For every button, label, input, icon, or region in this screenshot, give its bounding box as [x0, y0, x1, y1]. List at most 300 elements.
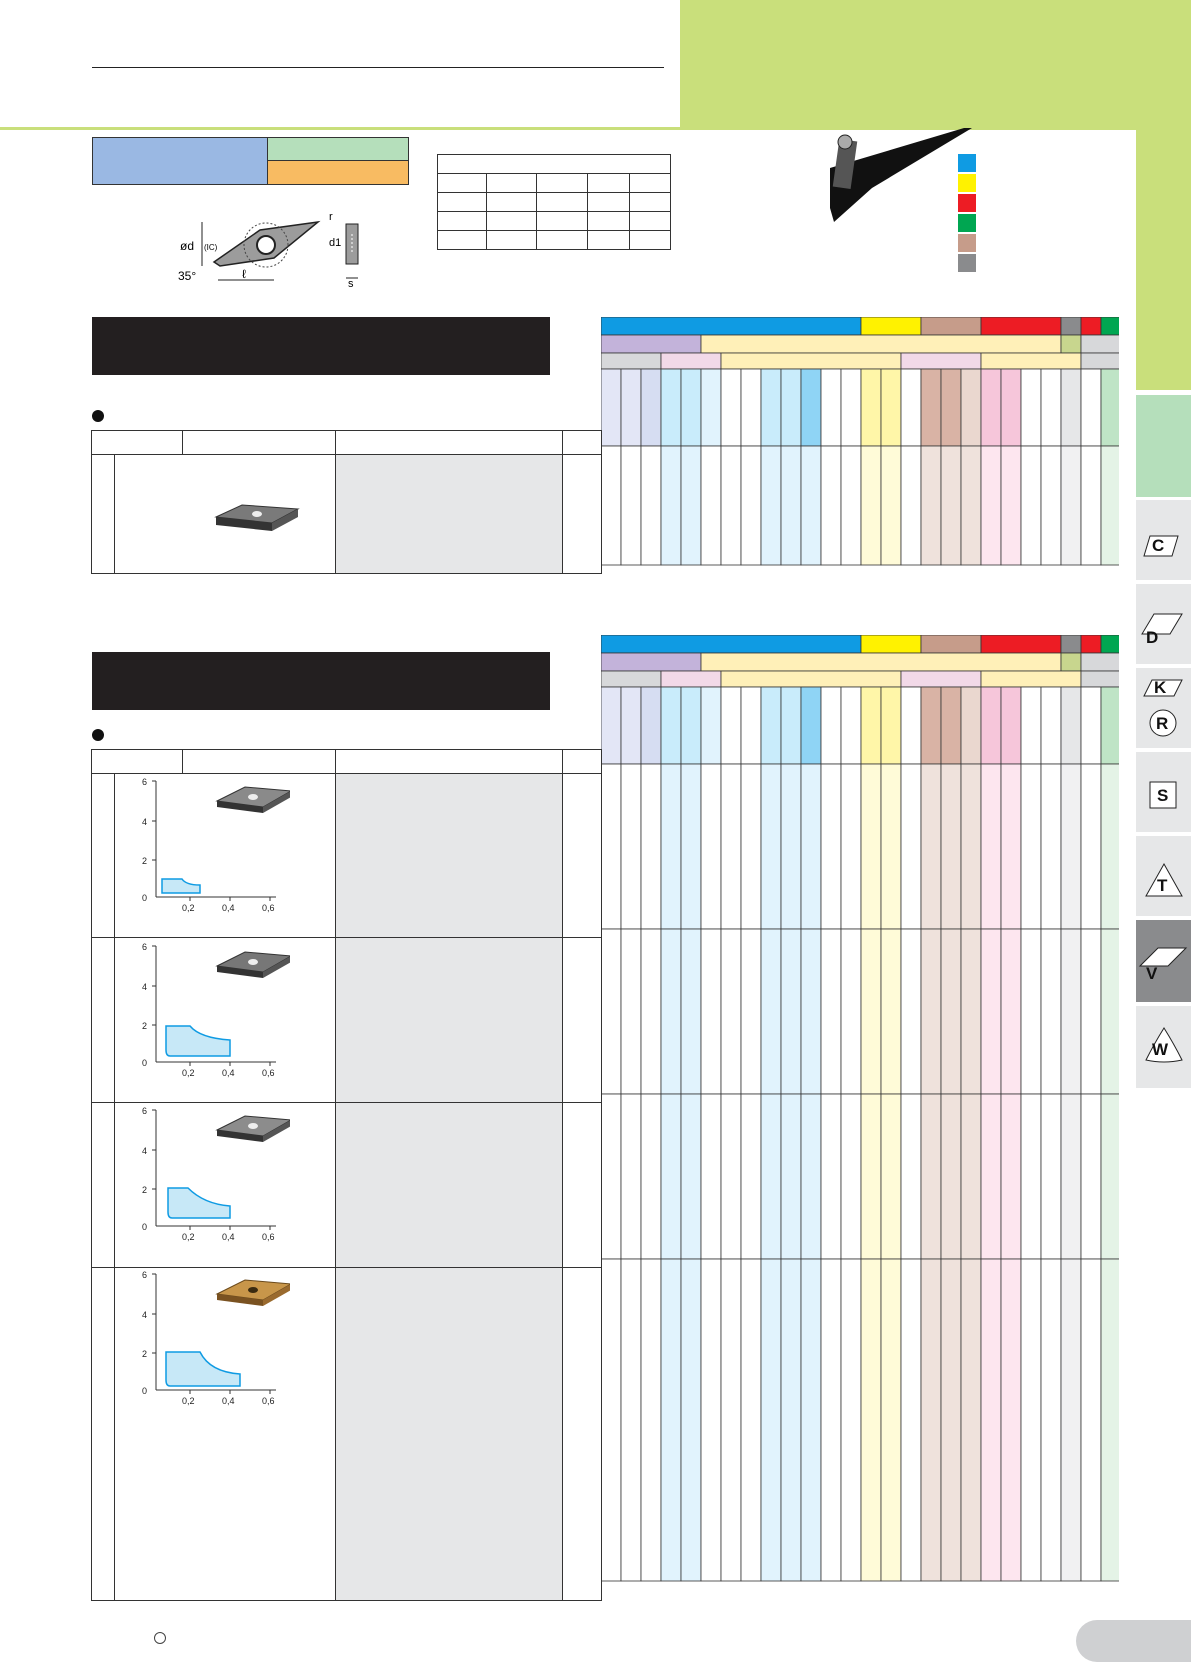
grade-cell [981, 671, 1081, 687]
grade-cell [821, 369, 841, 446]
grade-cell [881, 369, 901, 446]
grade-cell [941, 446, 961, 565]
grade-cell [801, 369, 821, 446]
grade-cell [861, 764, 881, 929]
section-1-bullet [92, 410, 104, 422]
grade-cell [921, 635, 981, 653]
grade-cell [741, 1094, 761, 1259]
grade-cell [721, 929, 741, 1094]
grade-cell [961, 764, 981, 929]
section-1-grade-grid [601, 317, 1119, 573]
grade-cell [941, 1094, 961, 1259]
dimension-table [437, 154, 671, 250]
grade-cell [1021, 687, 1041, 764]
grade-cell [661, 369, 681, 446]
grade-cell [1101, 1259, 1119, 1581]
grade-cell [781, 446, 801, 565]
x-tick: 0,6 [262, 1068, 275, 1078]
grade-cell [701, 687, 721, 764]
grade-cell [1081, 335, 1119, 353]
side-tab-current-group [1136, 395, 1191, 497]
insert-dimension-diagram [178, 210, 378, 290]
y-tick: 2 [142, 1021, 148, 1031]
grade-cell [721, 446, 741, 565]
grade-cell [861, 369, 881, 446]
grade-cell [1001, 369, 1021, 446]
grade-cell [861, 687, 881, 764]
grade-cell [921, 317, 981, 335]
grade-cell [641, 687, 661, 764]
grade-cell [721, 1259, 741, 1581]
grade-cell [841, 1259, 861, 1581]
grade-cell [1001, 764, 1021, 929]
dim-d1-label: d1 [329, 237, 342, 249]
grade-cell [821, 687, 841, 764]
grade-cell [901, 764, 921, 929]
grade-cell [1101, 446, 1119, 565]
grade-cell [661, 671, 721, 687]
grade-cell [841, 446, 861, 565]
grade-cell [701, 335, 1061, 353]
grade-cell [1041, 687, 1061, 764]
section-1-table [91, 430, 602, 574]
dim-s-label: s [348, 278, 354, 290]
grade-cell [1021, 446, 1041, 565]
grade-cell [761, 929, 781, 1094]
grade-cell [641, 764, 661, 929]
header-cell-orange [268, 161, 408, 184]
y-tick: 4 [142, 982, 148, 992]
grade-cell [1061, 1259, 1081, 1581]
y-tick: 4 [142, 817, 148, 827]
legend-swatch-grey [958, 254, 976, 272]
grade-cell [701, 929, 721, 1094]
grade-cell [1001, 1094, 1021, 1259]
grade-cell [941, 369, 961, 446]
y-tick: 6 [142, 1270, 148, 1280]
grade-cell [801, 1094, 821, 1259]
grade-cell [781, 764, 801, 929]
grade-cell [601, 671, 661, 687]
legend-swatch-green [958, 214, 976, 232]
title-rule [92, 67, 664, 68]
side-tab-c[interactable] [1136, 500, 1191, 580]
legend-swatch-red [958, 194, 976, 212]
grade-cell [721, 369, 741, 446]
grade-cell [601, 687, 621, 764]
grade-cell [621, 687, 641, 764]
x-tick: 0,2 [182, 1232, 195, 1242]
side-tab-w[interactable] [1136, 1006, 1191, 1088]
grade-cell [641, 1094, 661, 1259]
grade-cell [1081, 446, 1101, 565]
grade-cell [641, 446, 661, 565]
grade-cell [721, 1094, 741, 1259]
chipbreaker-chart-2 [130, 940, 290, 1080]
grade-cell [921, 446, 941, 565]
grade-cell [601, 1259, 621, 1581]
section-1-description-cell [336, 455, 562, 573]
grade-cell [721, 687, 741, 764]
x-tick: 0,6 [262, 903, 275, 913]
grade-cell [681, 1094, 701, 1259]
grade-cell [1001, 1259, 1021, 1581]
grade-cell [761, 369, 781, 446]
grade-cell [1061, 317, 1081, 335]
grade-cell [621, 1259, 641, 1581]
side-tab-t[interactable] [1136, 836, 1191, 916]
side-tab-label: D [1146, 628, 1159, 647]
side-accent-band [1136, 128, 1191, 390]
grade-cell [801, 446, 821, 565]
side-tab-label: T [1157, 876, 1168, 895]
y-tick: 4 [142, 1146, 148, 1156]
grade-cell [601, 635, 861, 653]
y-tick: 6 [142, 1106, 148, 1116]
grade-cell [801, 1259, 821, 1581]
x-tick: 0,2 [182, 903, 195, 913]
grade-cell [861, 635, 921, 653]
grade-cell [1061, 635, 1081, 653]
x-tick: 0,2 [182, 1396, 195, 1406]
grade-cell [981, 353, 1081, 369]
grade-cell [901, 1094, 921, 1259]
section-2-grade-grid [601, 635, 1119, 1601]
grade-cell [681, 764, 701, 929]
grade-cell [1021, 369, 1041, 446]
tool-holder-image [812, 128, 972, 228]
grade-cell [681, 446, 701, 565]
grade-cell [761, 764, 781, 929]
grade-cell [901, 353, 981, 369]
grade-cell [881, 1094, 901, 1259]
grade-cell [921, 929, 941, 1094]
grade-cell [901, 369, 921, 446]
grade-cell [621, 1094, 641, 1259]
grade-cell [981, 687, 1001, 764]
section-2-description-cell [336, 774, 562, 1600]
grade-cell [601, 653, 701, 671]
grade-cell [921, 1094, 941, 1259]
section-2-title-bar [92, 652, 550, 710]
grade-cell [1101, 369, 1119, 446]
grade-cell [661, 1259, 681, 1581]
grade-cell [701, 446, 721, 565]
grade-cell [1061, 687, 1081, 764]
legend-swatch-blue [958, 154, 976, 172]
grade-cell [981, 369, 1001, 446]
grade-cell [1041, 929, 1061, 1094]
chipbreaker-chart-3 [130, 1104, 290, 1244]
grade-cell [961, 929, 981, 1094]
grade-cell [701, 369, 721, 446]
grade-cell [821, 764, 841, 929]
grade-cell [841, 687, 861, 764]
grade-cell [1021, 929, 1041, 1094]
grade-cell [621, 369, 641, 446]
grade-cell [861, 929, 881, 1094]
grade-cell [801, 929, 821, 1094]
header-cell-green [268, 138, 408, 161]
grade-cell [701, 764, 721, 929]
section-2-header-row [92, 750, 601, 774]
grade-cell [641, 1259, 661, 1581]
grade-cell [721, 764, 741, 929]
x-tick: 0,4 [222, 903, 235, 913]
grade-cell [681, 929, 701, 1094]
x-tick: 0,2 [182, 1068, 195, 1078]
grade-cell [1001, 446, 1021, 565]
grade-cell [841, 1094, 861, 1259]
grade-cell [841, 764, 861, 929]
section-1-title-bar [92, 317, 550, 375]
grade-cell [661, 1094, 681, 1259]
grade-cell [641, 929, 661, 1094]
grade-cell [781, 369, 801, 446]
grade-cell [601, 446, 621, 565]
grade-cell [1061, 446, 1081, 565]
grade-cell [921, 1259, 941, 1581]
grade-cell [1021, 1259, 1041, 1581]
circle-mark [154, 1632, 166, 1644]
side-tab-label: R [1156, 714, 1169, 733]
grade-cell [961, 446, 981, 565]
y-tick: 0 [142, 1222, 148, 1232]
grade-cell [641, 369, 661, 446]
grade-cell [601, 764, 621, 929]
grade-cell [741, 1259, 761, 1581]
section-2-bullet [92, 729, 104, 741]
grade-cell [861, 1259, 881, 1581]
grade-cell [981, 1259, 1001, 1581]
grade-cell [1081, 369, 1101, 446]
grade-cell [1061, 653, 1081, 671]
x-tick: 0,4 [222, 1068, 235, 1078]
dim-r-label: r [329, 211, 333, 223]
grade-cell [1081, 353, 1119, 369]
grade-cell [1101, 317, 1119, 335]
grade-cell [941, 929, 961, 1094]
grade-cell [741, 764, 761, 929]
y-tick: 0 [142, 893, 148, 903]
grade-cell [761, 687, 781, 764]
insert-photo-1 [212, 501, 302, 541]
side-tab-v-active[interactable] [1136, 920, 1191, 1002]
grade-cell [1101, 635, 1119, 653]
dim-d-label: ød [180, 239, 195, 253]
grade-cell [781, 1259, 801, 1581]
grade-cell [941, 1259, 961, 1581]
grade-cell [661, 929, 681, 1094]
grade-cell [1021, 1094, 1041, 1259]
grade-cell [1081, 635, 1101, 653]
header-accent-band [680, 0, 1191, 128]
grade-cell [741, 687, 761, 764]
grade-cell [661, 764, 681, 929]
grade-cell [1041, 1094, 1061, 1259]
grade-cell [981, 764, 1001, 929]
grade-cell [881, 1259, 901, 1581]
grade-cell [901, 671, 981, 687]
side-tab-k-r[interactable] [1136, 668, 1191, 748]
side-tab-d[interactable] [1136, 584, 1191, 664]
y-tick: 6 [142, 777, 148, 787]
grade-cell [1061, 335, 1081, 353]
grade-cell [601, 317, 861, 335]
grade-cell [941, 687, 961, 764]
grade-cell [1081, 929, 1101, 1094]
grade-cell [921, 687, 941, 764]
y-tick: 4 [142, 1310, 148, 1320]
grade-cell [921, 369, 941, 446]
grade-cell [1081, 764, 1101, 929]
grade-cell [601, 1094, 621, 1259]
side-tab-label: S [1157, 786, 1169, 805]
y-tick: 0 [142, 1058, 148, 1068]
side-tab-s[interactable] [1136, 752, 1191, 832]
grade-cell [681, 369, 701, 446]
grade-cell [1041, 1259, 1061, 1581]
grade-cell [621, 764, 641, 929]
legend-swatch-yellow [958, 174, 976, 192]
grade-cell [681, 1259, 701, 1581]
grade-cell [1101, 764, 1119, 929]
grade-cell [881, 446, 901, 565]
x-tick: 0,4 [222, 1396, 235, 1406]
grade-cell [661, 353, 721, 369]
grade-cell [1061, 369, 1081, 446]
grade-cell [601, 335, 701, 353]
insert-type-header [92, 137, 409, 185]
grade-cell [761, 446, 781, 565]
grade-cell [801, 687, 821, 764]
grade-cell [781, 929, 801, 1094]
grade-cell [681, 687, 701, 764]
grade-cell [881, 929, 901, 1094]
side-tab-label: V [1146, 964, 1158, 983]
header-cell-blue [93, 138, 268, 184]
dim-l-label: ℓ [242, 267, 246, 281]
grade-cell [621, 446, 641, 565]
grade-cell [721, 671, 901, 687]
grade-cell [721, 353, 901, 369]
y-tick: 2 [142, 1185, 148, 1195]
y-tick: 2 [142, 1349, 148, 1359]
grade-cell [961, 1259, 981, 1581]
grade-cell [781, 687, 801, 764]
grade-cell [981, 446, 1001, 565]
grade-cell [1101, 1094, 1119, 1259]
grade-cell [961, 1094, 981, 1259]
grade-cell [981, 317, 1061, 335]
grade-cell [901, 687, 921, 764]
grade-cell [1021, 764, 1041, 929]
grade-cell [601, 929, 621, 1094]
grade-cell [741, 369, 761, 446]
grade-cell [1081, 653, 1119, 671]
grade-cell [1001, 687, 1021, 764]
grade-cell [761, 1094, 781, 1259]
grade-cell [821, 929, 841, 1094]
y-tick: 0 [142, 1386, 148, 1396]
grade-cell [861, 1094, 881, 1259]
grade-cell [1061, 764, 1081, 929]
grade-cell [661, 446, 681, 565]
grade-cell [981, 635, 1061, 653]
grade-cell [1041, 446, 1061, 565]
grade-cell [1081, 1259, 1101, 1581]
y-tick: 6 [142, 942, 148, 952]
grade-cell [821, 1259, 841, 1581]
angle-label: 35° [178, 269, 197, 283]
grade-cell [1081, 671, 1119, 687]
grade-cell [781, 1094, 801, 1259]
chipbreaker-chart-4 [130, 1268, 290, 1408]
grade-cell [621, 929, 641, 1094]
grade-cell [1001, 929, 1021, 1094]
grade-cell [961, 369, 981, 446]
grade-cell [841, 929, 861, 1094]
grade-cell [961, 687, 981, 764]
grade-cell [741, 929, 761, 1094]
grade-cell [661, 687, 681, 764]
side-tab-label: W [1152, 1040, 1169, 1059]
grade-cell [1061, 929, 1081, 1094]
grade-cell [821, 1094, 841, 1259]
grade-cell [901, 446, 921, 565]
page-number-tab [1076, 1620, 1191, 1662]
grade-cell [921, 764, 941, 929]
x-tick: 0,6 [262, 1232, 275, 1242]
grade-cell [601, 353, 661, 369]
grade-cell [1081, 687, 1101, 764]
grade-cell [901, 929, 921, 1094]
grade-cell [601, 369, 621, 446]
grade-cell [801, 764, 821, 929]
grade-cell [901, 1259, 921, 1581]
grade-cell [701, 653, 1061, 671]
grade-cell [1041, 764, 1061, 929]
x-tick: 0,4 [222, 1232, 235, 1242]
grade-cell [761, 1259, 781, 1581]
grade-cell [701, 1259, 721, 1581]
grade-cell [881, 687, 901, 764]
side-tab-label: K [1154, 678, 1167, 697]
legend-swatch-brown [958, 234, 976, 252]
grade-cell [1101, 687, 1119, 764]
grade-cell [861, 446, 881, 565]
grade-cell [981, 929, 1001, 1094]
grade-cell [1041, 369, 1061, 446]
side-tab-label: C [1152, 536, 1165, 555]
grade-cell [941, 764, 961, 929]
section-1-header-row [92, 431, 601, 455]
dim-ic-label: (IC) [204, 243, 218, 252]
grade-cell [1081, 317, 1101, 335]
grade-cell [821, 446, 841, 565]
x-tick: 0,6 [262, 1396, 275, 1406]
chipbreaker-chart-1 [130, 775, 290, 915]
grade-cell [701, 1094, 721, 1259]
grade-cell [1061, 1094, 1081, 1259]
grade-cell [1101, 929, 1119, 1094]
grade-cell [981, 1094, 1001, 1259]
grade-cell [881, 764, 901, 929]
grade-cell [1081, 1094, 1101, 1259]
header-accent-line [0, 127, 1191, 130]
grade-cell [841, 369, 861, 446]
grade-cell [861, 317, 921, 335]
